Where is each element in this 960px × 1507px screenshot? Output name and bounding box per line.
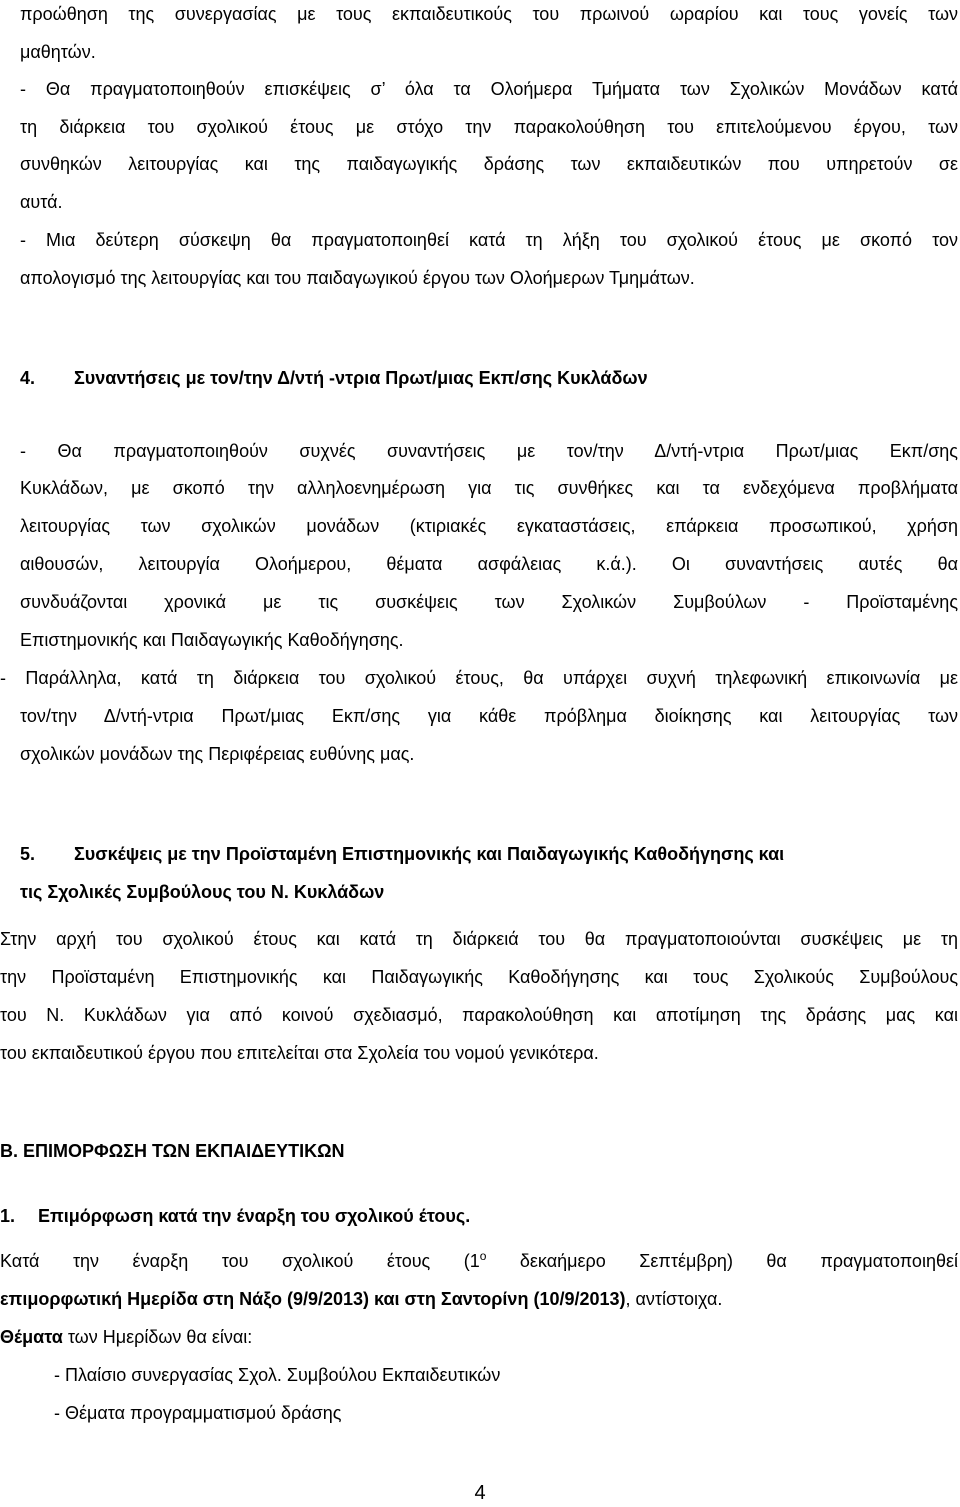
section-5-title-line-1: Συσκέψεις με την Προϊσταμένη Επιστημονικής και Παιδαγωγικής Καθοδήγησης και [74,844,785,864]
sub-1-line-3-rest: των Ημερίδων θα είναι: [62,1327,253,1347]
top-par-line-2: μαθητών. [20,42,96,62]
section-4-number: 4. [20,368,36,388]
sub-1-line-2-rest: , αντίστοιχα. [625,1289,723,1309]
section-5-number: 5. [20,844,36,864]
sub-1-line-2 [0,1287,722,1311]
sub-1-line-1-b: δεκαήμερο Σεπτέμβρη) θα πραγματοποιηθεί [486,1251,958,1271]
section-4-par1-line-3: λειτουργίας των σχολικών μονάδων (κτιριακές εγκαταστάσεις, επάρκεια προσωπικού, χρήση [20,516,958,536]
visits-line-2: τη διάρκεια του σχολικού έτους με στόχο την παρακολούθηση του επιτελούμενου έργου, των [20,117,958,137]
visits-line-3: συνθηκών λειτουργίας και της παιδαγωγικής δράσης των εκπαιδευτικών που υπηρετούν σε [20,154,958,174]
sub-1-line-3-bold: Θέματα [0,1327,63,1347]
second-meeting-line-2: απολογισμό της λειτουργίας και του παιδαγωγικού έργου των Ολοήμερων Τμημάτων. [20,268,695,288]
page-number: 4 [474,1482,486,1504]
topic-item-2: - Θέματα προγραμματισμού δράσης [54,1403,342,1423]
section-4-par2-line-1: - Παράλληλα, κατά τη διάρκεια του σχολικού έτους, θα υπάρχει συχνή τηλεφωνική επικοινωνία με [0,668,958,688]
section-5-title-line-2: τις Σχολικές Συμβούλους του Ν. Κυκλάδων [20,882,385,902]
section-5-par-line-1: Στην αρχή του σχολικού έτους και κατά τη διάρκειά του θα πραγματοποιούνται συσκέψεις με τη [0,929,958,949]
section-4-title: Συναντήσεις με τον/την Δ/ντή -ντρια Πρωτ/μιας Εκπ/σης Κυκλάδων [74,368,648,388]
section-4-par2-line-3: σχολικών μονάδων της Περιφέρειας ευθύνης μας. [20,744,415,764]
sub-1-line-2-bold: επιμορφωτική Ημερίδα στη Νάξο (9/9/2013) και στη Σαντορίνη (10/9/2013) [0,1289,626,1309]
topic-item-1: - Πλαίσιο συνεργασίας Σχολ. Συμβούλου Εκπαιδευτικών [54,1365,501,1385]
section-4-par1-line-6: Επιστημονικής και Παιδαγωγικής Καθοδήγησης. [20,630,404,650]
sub-1-line-3 [0,1325,252,1349]
sub-1-line-1-a: Κατά την έναρξη του σχολικού έτους (1 [0,1251,480,1271]
section-4-par1-line-4: αιθουσών, λειτουργία Ολοήμερου, θέματα ασφάλειας κ.ά.). Οι συναντήσεις αυτές θα [20,554,958,574]
section-5-par-line-2: την Προϊσταμένη Επιστημονικής και Παιδαγωγικής Καθοδήγησης και τους Σχολικούς Συμβούλους [0,967,958,987]
section-4-par1-line-2: Κυκλάδων, με σκοπό την αλληλοενημέρωση για τις συνθήκες και τα ενδεχόμενα προβλήματα [20,478,958,498]
second-meeting-line-1: - Μια δεύτερη σύσκεψη θα πραγματοποιηθεί κατά τη λήξη του σχολικού έτους με σκοπό τον [20,230,958,250]
section-4-par1-line-1: - Θα πραγματοποιηθούν συχνές συναντήσεις με τον/την Δ/ντή-ντρια Πρωτ/μιας Εκπ/σης [20,441,958,461]
visits-line-4: αυτά. [20,192,63,212]
section-5-par-line-4: του εκπαιδευτικού έργου που επιτελείται στα Σχολεία του νομού γενικότερα. [0,1043,599,1063]
section-5-par-line-3: του Ν. Κυκλάδων για από κοινού σχεδιασμό, παρακολούθηση και αποτίμηση της δράσης μας και [0,1005,958,1025]
sub-1-line-1 [0,1249,958,1273]
sub-1-number: 1. [0,1206,16,1226]
sub-1-title: Επιμόρφωση κατά την έναρξη του σχολικού έτους. [38,1206,471,1226]
visits-line-1: - Θα πραγματοποιηθούν επισκέψεις σ’ όλα τα Ολοήμερα Τμήματα των Σχολικών Μονάδων κατά [20,79,958,99]
section-4-par2-line-2: τον/την Δ/ντή-ντρια Πρωτ/μιας Εκπ/σης για κάθε πρόβλημα διοίκησης και λειτουργίας των [20,706,958,726]
sub-1-line-1-sup: ο [479,1249,487,1263]
top-par-line-1: προώθηση της συνεργασίας με τους εκπαιδευτικούς του πρωινού ωραρίου και τους γονείς των [20,4,958,24]
section-4-par1-line-5: συνδυάζονται χρονικά με τις συσκέψεις των Σχολικών Συμβούλων - Προϊσταμένης [20,592,958,612]
section-b-title: Β. ΕΠΙΜΟΡΦΩΣΗ ΤΩΝ ΕΚΠΑΙΔΕΥΤΙΚΩΝ [0,1141,345,1161]
